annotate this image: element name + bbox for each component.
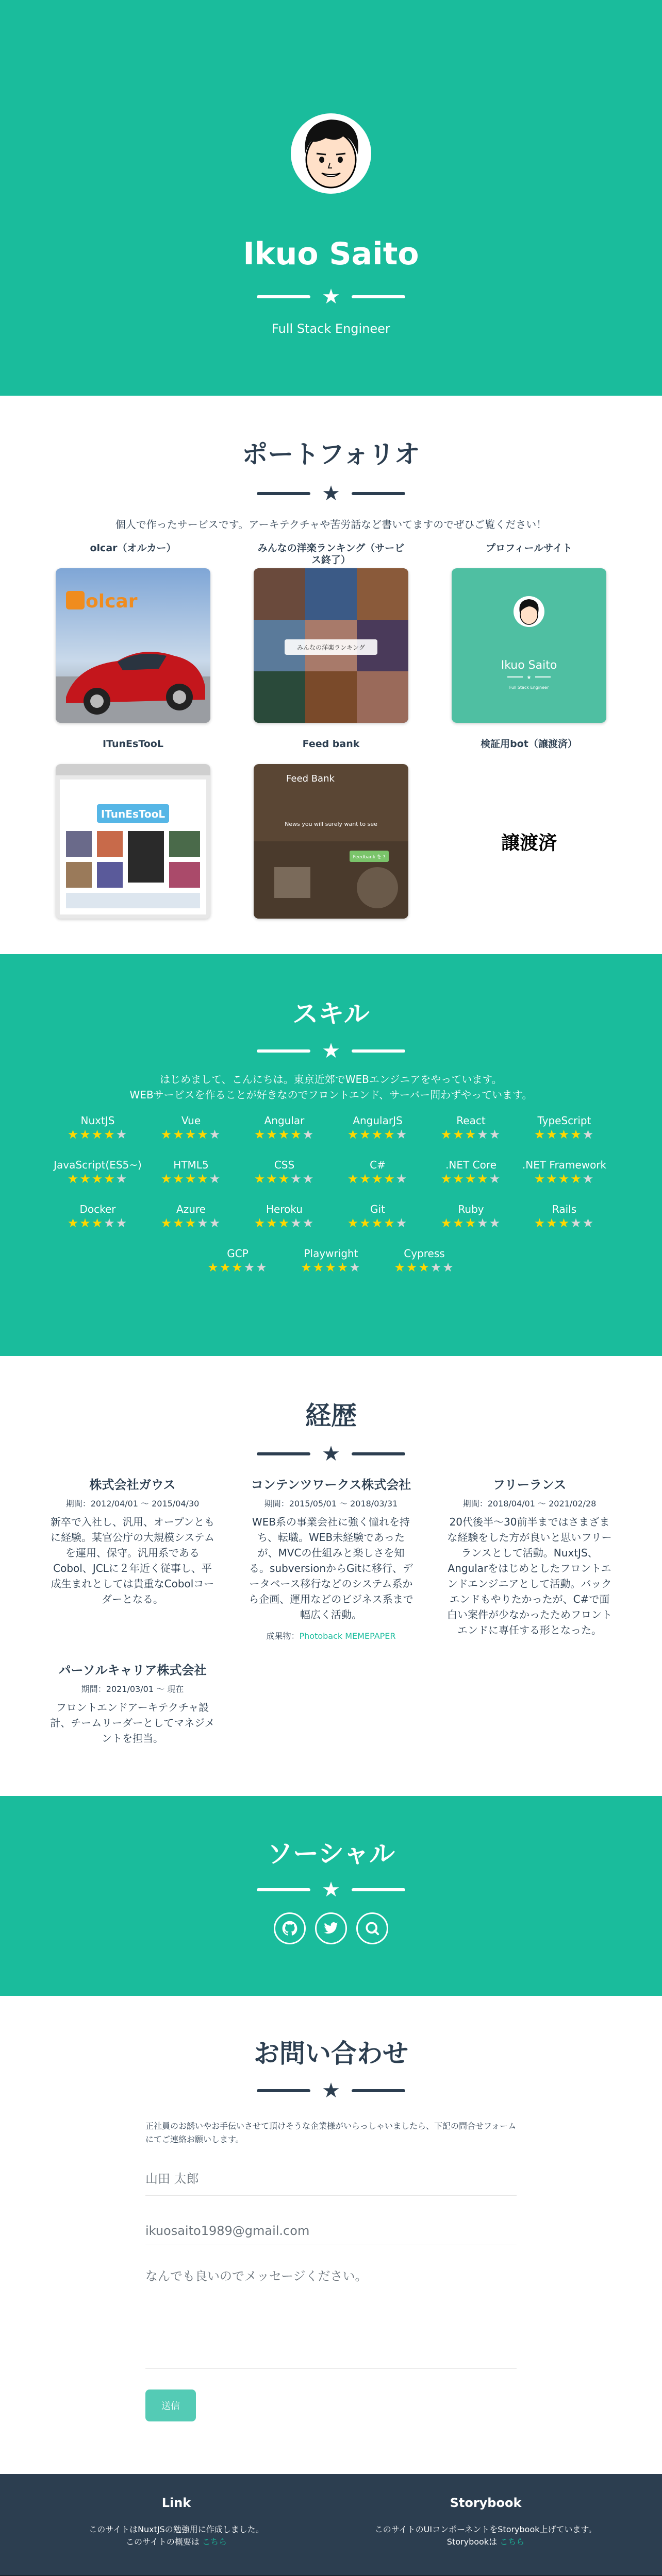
rating-star-icon: ★ (371, 1127, 384, 1142)
hero-name: Ikuo Saito (243, 236, 419, 272)
rating-star-icon: ★ (231, 1260, 244, 1275)
career-period: 期間：2018/04/01 ～ 2021/02/28 (462, 1499, 597, 1509)
skill-item (518, 1114, 611, 1158)
skill-item (331, 1202, 424, 1247)
contact-section (0, 1996, 662, 2474)
skill-name: Ruby (458, 1203, 484, 1215)
twitter-button[interactable] (315, 1912, 347, 1944)
skill-item (51, 1114, 144, 1158)
rating-star-icon: ★ (394, 1260, 406, 1275)
email-input[interactable] (145, 2196, 517, 2245)
skill-name: HTML5 (173, 1159, 209, 1171)
footer-link-column (42, 2496, 310, 2548)
skill-item (331, 1114, 424, 1158)
portfolio-item-name: Feed bank (302, 738, 360, 750)
rating-star-icon: ★ (465, 1216, 477, 1230)
skills-intro (0, 1072, 662, 1103)
skill-item (51, 1202, 144, 1247)
rating-star-icon: ★ (418, 1260, 431, 1275)
rating-star-icon: ★ (546, 1127, 558, 1142)
skill-name: C# (370, 1159, 386, 1171)
portfolio-item-name: olcar（オルカー） (90, 543, 176, 554)
skills-intro-line: WEBサービスを作ることが好きなのでフロントエンド、サーバー問わずやっています。 (129, 1089, 533, 1101)
feedbank-thumb-sub: News you will surely want to see (285, 821, 377, 827)
rating-star-icon: ★ (489, 1172, 502, 1186)
skill-name: Azure (176, 1203, 206, 1215)
social-icons (0, 1912, 662, 1944)
portfolio-lead: 個人で作ったサービスです。アーキテクチャや苦労話など書いてますのでぜひご覧ください！ (115, 518, 547, 531)
rating-star-icon: ★ (185, 1216, 197, 1230)
rating-star-icon: ★ (207, 1260, 220, 1275)
rating-star-icon: ★ (301, 1260, 313, 1275)
rating-star-icon: ★ (115, 1127, 128, 1142)
career-divider (0, 1444, 662, 1464)
rating-star-icon: ★ (558, 1127, 571, 1142)
rating-star-icon: ★ (489, 1127, 502, 1142)
rating-star-icon: ★ (79, 1216, 92, 1230)
career-item (50, 1477, 215, 1641)
rating-star-icon: ★ (325, 1260, 337, 1275)
skills-intro-line: はじめまして、こんにちは。東京近郊でWEBエンジニアをやっています。 (160, 1073, 502, 1086)
skill-rating (518, 1216, 611, 1230)
skill-name: Docker (79, 1203, 116, 1215)
rating-star-icon: ★ (197, 1172, 209, 1186)
github-icon (282, 1921, 297, 1936)
profile-thumb-sub: Full Stack Engineer (509, 685, 549, 690)
star-icon: ★ (322, 1039, 340, 1063)
portfolio-item-name: 検証用bot（譲渡済） (481, 738, 577, 750)
rating-star-icon: ★ (254, 1172, 267, 1186)
skill-name: Git (370, 1203, 385, 1215)
rating-star-icon: ★ (278, 1172, 291, 1186)
skills-title: スキル (292, 999, 370, 1029)
portfolio-item-olcar[interactable] (56, 543, 210, 723)
rating-star-icon: ★ (453, 1172, 465, 1186)
footer-link-line2-prefix: このサイトの概要は (126, 2537, 200, 2547)
contact-title: お問い合わせ (254, 2039, 408, 2069)
career-item (447, 1477, 612, 1641)
rating-star-icon: ★ (266, 1172, 278, 1186)
skill-item (144, 1202, 238, 1247)
career-company: フリーランス (492, 1478, 567, 1492)
rating-star-icon: ★ (489, 1216, 502, 1230)
rating-star-icon: ★ (359, 1216, 372, 1230)
portfolio-section (0, 396, 662, 954)
rating-star-icon: ★ (570, 1172, 583, 1186)
rating-star-icon: ★ (347, 1127, 360, 1142)
rating-star-icon: ★ (79, 1172, 92, 1186)
rating-star-icon: ★ (347, 1216, 360, 1230)
skill-rating (285, 1260, 378, 1275)
skill-name: Rails (552, 1203, 577, 1215)
portfolio-item-ranking[interactable] (254, 543, 408, 723)
rating-star-icon: ★ (91, 1127, 104, 1142)
rating-star-icon: ★ (302, 1216, 315, 1230)
rating-star-icon: ★ (67, 1127, 80, 1142)
portfolio-item-profile[interactable] (452, 543, 606, 723)
social-section (0, 1796, 662, 1996)
portfolio-divider (0, 483, 662, 504)
skill-rating (51, 1127, 144, 1142)
rating-star-icon: ★ (395, 1172, 408, 1186)
career-company: パーソルキャリア株式会社 (58, 1663, 207, 1677)
skill-rating (424, 1172, 518, 1186)
skill-item (191, 1247, 285, 1291)
rating-star-icon: ★ (266, 1127, 278, 1142)
rating-star-icon: ★ (209, 1127, 222, 1142)
rating-star-icon: ★ (104, 1127, 116, 1142)
rating-star-icon: ★ (534, 1172, 547, 1186)
skill-name: Angular (264, 1114, 305, 1127)
rating-star-icon: ★ (570, 1127, 583, 1142)
skill-item (285, 1247, 378, 1291)
message-textarea[interactable] (145, 2245, 517, 2369)
skill-name: .NET Framework (522, 1159, 607, 1171)
rating-star-icon: ★ (104, 1172, 116, 1186)
rating-star-icon: ★ (302, 1127, 315, 1142)
portfolio-item-feedbank[interactable] (254, 738, 408, 919)
portfolio-item-name: プロフィールサイト (486, 543, 572, 554)
rating-star-icon: ★ (384, 1127, 396, 1142)
skill-rating (424, 1127, 518, 1142)
rating-star-icon: ★ (115, 1172, 128, 1186)
career-desc: WEB系の事業会社に強く憧れを持ち、転職。WEB未経験であったが、MVCの仕組みと楽しさを知る。subversionからGitに移行、データベース移行などのシステム系から企画、運用などのビジネス系まで幅広く活動。 (249, 1516, 413, 1621)
skill-item (518, 1158, 611, 1202)
career-title: 経歴 (305, 1401, 357, 1431)
star-icon: ★ (322, 482, 340, 505)
rating-star-icon: ★ (406, 1260, 419, 1275)
career-company: コンテンツワークス株式会社 (251, 1478, 411, 1492)
rating-star-icon: ★ (278, 1127, 291, 1142)
skill-name: React (456, 1114, 486, 1127)
skill-rating (331, 1216, 424, 1230)
social-title: ソーシャル (267, 1839, 395, 1869)
portfolio-grid (56, 543, 606, 919)
skill-rating (424, 1216, 518, 1230)
rating-star-icon: ★ (465, 1127, 477, 1142)
rating-star-icon: ★ (395, 1127, 408, 1142)
career-period: 期間：2015/05/01 ～ 2018/03/31 (264, 1499, 398, 1509)
rating-star-icon: ★ (91, 1172, 104, 1186)
rating-star-icon: ★ (337, 1260, 350, 1275)
social-divider (0, 1879, 662, 1900)
rating-star-icon: ★ (440, 1127, 453, 1142)
itunestool-logo-text: ITunEsTooL (101, 808, 166, 820)
footer-storybook-column (352, 2496, 620, 2548)
skill-name: CSS (274, 1159, 295, 1171)
ranking-banner-text: みんなの洋楽ランキング (297, 644, 365, 651)
skill-item (518, 1202, 611, 1247)
portfolio-title: ポートフォリオ (242, 439, 420, 469)
rating-star-icon: ★ (440, 1216, 453, 1230)
portfolio-thumb-feedbank[interactable] (254, 764, 408, 919)
rating-star-icon: ★ (67, 1216, 80, 1230)
rating-star-icon: ★ (582, 1127, 595, 1142)
skill-name: .NET Core (445, 1159, 496, 1171)
rating-star-icon: ★ (197, 1127, 209, 1142)
career-item (249, 1477, 413, 1641)
career-grid (50, 1477, 612, 1746)
footer-storybook-text (352, 2523, 620, 2548)
portfolio-thumb-olcar[interactable] (56, 568, 210, 723)
rating-star-icon: ★ (453, 1127, 465, 1142)
footer-link-title: Link (161, 2496, 191, 2510)
rating-star-icon: ★ (558, 1216, 571, 1230)
rating-star-icon: ★ (349, 1260, 361, 1275)
skills-divider (0, 1041, 662, 1061)
footer-link-line1: このサイトはNuxtJSの勉強用に作成しました。 (89, 2524, 264, 2534)
rating-star-icon: ★ (359, 1172, 372, 1186)
skill-name: TypeScript (537, 1114, 591, 1127)
rating-star-icon: ★ (442, 1260, 455, 1275)
footer-storybook-link[interactable]: こちら (500, 2537, 525, 2547)
skill-item (331, 1158, 424, 1202)
rating-star-icon: ★ (582, 1172, 595, 1186)
skill-name: AngularJS (353, 1114, 403, 1127)
star-icon: ★ (322, 1878, 340, 1902)
name-input[interactable] (145, 2146, 517, 2196)
rating-star-icon: ★ (266, 1216, 278, 1230)
skill-item (238, 1202, 331, 1247)
skill-item (424, 1158, 518, 1202)
career-company: 株式会社ガウス (89, 1478, 176, 1492)
rating-star-icon: ★ (254, 1127, 267, 1142)
career-desc: フロントエンドアーキテクチャ設計、チームリーダーとしてマネジメントを担当。 (50, 1701, 215, 1744)
skill-rating (378, 1260, 471, 1275)
portfolio-thumb-profile[interactable] (452, 568, 606, 723)
rating-star-icon: ★ (219, 1260, 232, 1275)
skill-name: Heroku (266, 1203, 303, 1215)
skill-rating (518, 1127, 611, 1142)
hero-divider (0, 286, 662, 307)
feedbank-thumb-btn: Feedbank を ? (353, 855, 386, 860)
skill-name: GCP (227, 1247, 249, 1260)
rating-star-icon: ★ (173, 1172, 185, 1186)
rating-star-icon: ★ (347, 1172, 360, 1186)
skill-rating (51, 1172, 144, 1186)
skill-rating (238, 1127, 331, 1142)
star-icon: ★ (322, 1442, 340, 1466)
portfolio-item-name: みんなの洋楽ランキング（サービス終了） (257, 543, 405, 566)
rating-star-icon: ★ (465, 1172, 477, 1186)
rating-star-icon: ★ (243, 1260, 256, 1275)
skill-item (238, 1114, 331, 1158)
skill-rating (144, 1216, 238, 1230)
career-desc: 新卒で入社し、汎用、オープンともに経験。某官公庁の大規模システムを運用、保守。汎用系であるCobol、JCLに２年近く従事し、平成生まれとしては貴重なCobolコーダーとなる。 (50, 1516, 215, 1605)
profile-thumb-name: Ikuo Saito (501, 659, 557, 672)
rating-star-icon: ★ (546, 1172, 558, 1186)
skill-rating (144, 1172, 238, 1186)
rating-star-icon: ★ (453, 1216, 465, 1230)
rating-star-icon: ★ (254, 1216, 267, 1230)
rating-star-icon: ★ (534, 1216, 547, 1230)
skill-item (51, 1158, 144, 1202)
qiita-icon (365, 1921, 380, 1936)
github-button[interactable] (274, 1912, 306, 1944)
rating-star-icon: ★ (570, 1216, 583, 1230)
rating-star-icon: ★ (582, 1216, 595, 1230)
skill-item (378, 1247, 471, 1291)
skills-section (0, 954, 662, 1356)
footer-storybook-line1: このサイトのUIコンポーネントをStorybook上げています。 (374, 2524, 597, 2534)
career-desc: 20代後半〜30前半まではさまざまな経験をした方が良いと思いフリーランスとして活動。NuxtJS、Angularをはじめとしたフロントエンドエンジニアとして活動。バックエンドもやりたかったが、C#で面白い案件が少なかったためフロントエンドに専任する形となった。 (447, 1516, 612, 1636)
rating-star-icon: ★ (546, 1216, 558, 1230)
rating-star-icon: ★ (312, 1260, 325, 1275)
rating-star-icon: ★ (371, 1172, 384, 1186)
hero-subtitle: Full Stack Engineer (272, 321, 390, 336)
rating-star-icon: ★ (79, 1127, 92, 1142)
rating-star-icon: ★ (278, 1216, 291, 1230)
skill-item (144, 1114, 238, 1158)
career-product (249, 1630, 413, 1641)
rating-star-icon: ★ (160, 1127, 173, 1142)
career-period: 期間：2012/04/01 ～ 2015/04/30 (65, 1499, 200, 1509)
skill-name: Vue (181, 1114, 201, 1127)
skill-rating (144, 1127, 238, 1142)
contact-divider (0, 2080, 662, 2101)
portfolio-thumb-itunestool[interactable] (56, 764, 210, 919)
rating-star-icon: ★ (384, 1172, 396, 1186)
rating-star-icon: ★ (209, 1172, 222, 1186)
portfolio-thumb-bot[interactable]: 譲渡済 (501, 832, 557, 854)
skill-rating (238, 1172, 331, 1186)
career-period: 期間：2021/03/01 ～ 現在 (81, 1684, 184, 1694)
skill-item (424, 1114, 518, 1158)
career-product-label: 成果物： (266, 1631, 300, 1641)
rating-star-icon: ★ (440, 1172, 453, 1186)
rating-star-icon: ★ (534, 1127, 547, 1142)
skill-rating (331, 1172, 424, 1186)
rating-star-icon: ★ (160, 1216, 173, 1230)
rating-star-icon: ★ (290, 1216, 303, 1230)
rating-star-icon: ★ (160, 1172, 173, 1186)
skill-name: NuxtJS (80, 1114, 115, 1127)
career-section (0, 1356, 662, 1796)
skill-rating (238, 1216, 331, 1230)
footer-link-text (42, 2523, 310, 2548)
rating-star-icon: ★ (395, 1216, 408, 1230)
rating-star-icon: ★ (290, 1172, 303, 1186)
portfolio-item-bot[interactable] (452, 738, 606, 919)
contact-note: 正社員のお誘いやお手伝いさせて頂けそうな企業様がいらっしゃいましたら、下記の問合せフォームにてご連絡お願いします。 (145, 2121, 517, 2144)
rating-star-icon: ★ (209, 1216, 222, 1230)
rating-star-icon: ★ (477, 1216, 489, 1230)
qiita-button[interactable] (356, 1912, 388, 1944)
rating-star-icon: ★ (104, 1216, 116, 1230)
skill-item (238, 1158, 331, 1202)
hero-section (0, 0, 662, 396)
skill-rating (518, 1172, 611, 1186)
star-icon: ★ (322, 285, 340, 309)
rating-star-icon: ★ (430, 1260, 443, 1275)
contact-form (145, 2120, 517, 2421)
avatar (290, 112, 372, 195)
skill-name: Cypress (404, 1247, 445, 1260)
skill-name: Playwright (304, 1247, 358, 1260)
rating-star-icon: ★ (477, 1172, 489, 1186)
skill-item (424, 1202, 518, 1247)
portfolio-thumb-ranking[interactable] (254, 568, 408, 723)
skill-grid (50, 1114, 612, 1291)
rating-star-icon: ★ (384, 1216, 396, 1230)
footer-storybook-title: Storybook (450, 2496, 522, 2510)
star-icon: ★ (322, 2079, 340, 2103)
skill-name: JavaScript(ES5~) (54, 1159, 142, 1171)
rating-star-icon: ★ (91, 1216, 104, 1230)
rating-star-icon: ★ (185, 1172, 197, 1186)
skill-item (144, 1158, 238, 1202)
rating-star-icon: ★ (173, 1127, 185, 1142)
twitter-icon (323, 1921, 339, 1936)
footer-storybook-line2-prefix: Storybookは (446, 2537, 498, 2547)
rating-star-icon: ★ (302, 1172, 315, 1186)
portfolio-item-name: ITunEsTooL (103, 738, 163, 750)
rating-star-icon: ★ (115, 1216, 128, 1230)
rating-star-icon: ★ (290, 1127, 303, 1142)
rating-star-icon: ★ (477, 1127, 489, 1142)
rating-star-icon: ★ (371, 1216, 384, 1230)
olcar-logo-text: olcar (86, 591, 138, 612)
rating-star-icon: ★ (185, 1127, 197, 1142)
career-item (50, 1662, 215, 1746)
portfolio-item-itunestool[interactable] (56, 738, 210, 919)
svg-text:★: ★ (526, 675, 532, 681)
rating-star-icon: ★ (558, 1172, 571, 1186)
skill-rating (191, 1260, 285, 1275)
rating-star-icon: ★ (256, 1260, 268, 1275)
feedbank-thumb-title: Feed Bank (286, 773, 335, 784)
rating-star-icon: ★ (67, 1172, 80, 1186)
skill-rating (51, 1216, 144, 1230)
rating-star-icon: ★ (173, 1216, 185, 1230)
send-button[interactable]: 送信 (145, 2389, 196, 2421)
footer (0, 2474, 662, 2575)
skill-rating (331, 1127, 424, 1142)
footer-about-link[interactable]: こちら (202, 2537, 227, 2547)
rating-star-icon: ★ (359, 1127, 372, 1142)
rating-star-icon: ★ (197, 1216, 209, 1230)
career-product-link[interactable]: Photoback MEMEPAPER (299, 1631, 396, 1641)
